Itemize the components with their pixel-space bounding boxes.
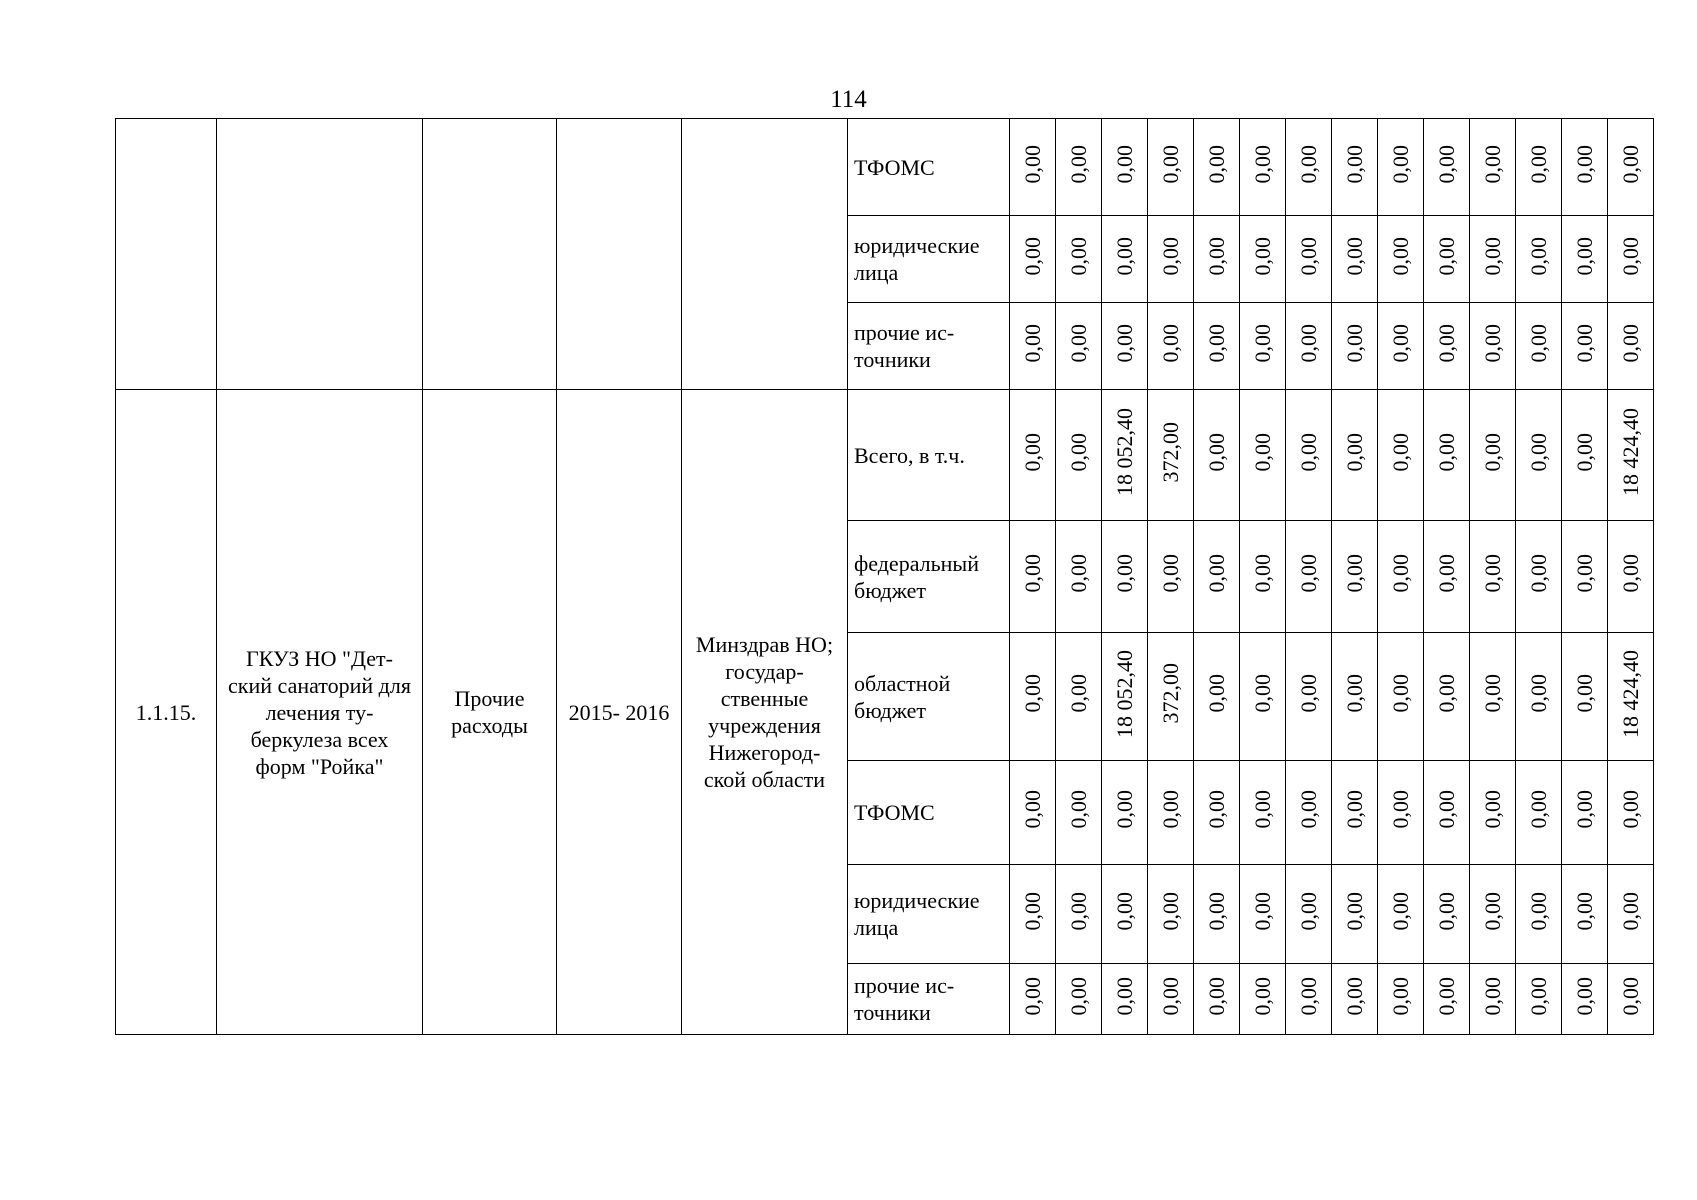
amount-cell xyxy=(1102,633,1148,761)
amount-cell xyxy=(1194,303,1240,390)
amount-cell xyxy=(1010,390,1056,521)
amount-cell-text: 0,00 xyxy=(1157,323,1183,363)
amount-cell-text: 0,00 xyxy=(1617,144,1643,184)
amount-cell-text: 0,00 xyxy=(1203,976,1229,1016)
page-number: 114 xyxy=(830,86,867,113)
executor-cell-text: Минздрав НО; государ- ственные учреждения Нижегород- ской области xyxy=(695,632,834,792)
amount-cell xyxy=(1240,521,1286,633)
amount-cell-text: 0,00 xyxy=(1249,976,1275,1016)
amount-cell xyxy=(1424,964,1470,1035)
amount-cell-text: 0,00 xyxy=(1387,323,1413,363)
amount-cell-text: 0,00 xyxy=(1249,674,1275,713)
amount-cell xyxy=(1562,303,1608,390)
funding-source-cell xyxy=(848,521,1010,633)
amount-cell xyxy=(1516,390,1562,521)
amount-cell xyxy=(1378,964,1424,1035)
amount-cell xyxy=(1562,633,1608,761)
amount-cell-text: 0,00 xyxy=(1571,236,1597,276)
amount-cell xyxy=(1056,521,1102,633)
amount-cell-text: 0,00 xyxy=(1433,674,1459,713)
amount-cell-text: 0,00 xyxy=(1525,891,1551,931)
amount-cell-text: 0,00 xyxy=(1295,891,1321,931)
amount-cell xyxy=(1516,964,1562,1035)
amount-cell xyxy=(1378,521,1424,633)
amount-cell-text: 0,00 xyxy=(1525,236,1551,276)
amount-cell xyxy=(1378,865,1424,964)
name-cell xyxy=(217,119,423,390)
amount-cell xyxy=(1102,119,1148,216)
amount-cell-text: 0,00 xyxy=(1203,144,1229,184)
amount-cell-text: 0,00 xyxy=(1341,674,1367,713)
amount-cell xyxy=(1424,303,1470,390)
amount-cell xyxy=(1470,964,1516,1035)
executor-cell xyxy=(682,390,848,1035)
amount-cell-text: 0,00 xyxy=(1571,790,1597,829)
amount-cell-text: 0,00 xyxy=(1387,144,1413,184)
amount-cell xyxy=(1516,761,1562,865)
amount-cell-text: 0,00 xyxy=(1295,144,1321,184)
amount-cell-text: 0,00 xyxy=(1019,432,1045,472)
amount-cell xyxy=(1608,964,1654,1035)
funding-source-cell-text: федеральный бюджет xyxy=(854,550,979,603)
item-number-cell-text: 1.1.15. xyxy=(135,699,197,725)
amount-cell xyxy=(1424,216,1470,303)
amount-cell-text: 0,00 xyxy=(1617,554,1643,593)
amount-cell xyxy=(1470,633,1516,761)
amount-cell xyxy=(1470,521,1516,633)
amount-cell xyxy=(1608,761,1654,865)
amount-cell-text: 0,00 xyxy=(1249,323,1275,363)
amount-cell-text: 0,00 xyxy=(1525,790,1551,829)
amount-cell xyxy=(1608,390,1654,521)
amount-cell-text: 0,00 xyxy=(1111,144,1137,184)
amount-cell xyxy=(1102,390,1148,521)
amount-cell-text: 0,00 xyxy=(1249,432,1275,472)
funding-source-cell-text: ТФОМС xyxy=(854,154,935,180)
amount-cell xyxy=(1102,964,1148,1035)
amount-cell-text: 0,00 xyxy=(1203,790,1229,829)
amount-cell-text: 0,00 xyxy=(1019,144,1045,184)
amount-cell-text: 0,00 xyxy=(1341,236,1367,276)
amount-cell-text: 0,00 xyxy=(1295,236,1321,276)
amount-cell-text: 0,00 xyxy=(1525,976,1551,1016)
amount-cell xyxy=(1608,521,1654,633)
amount-cell-text: 0,00 xyxy=(1295,976,1321,1016)
amount-cell xyxy=(1148,119,1194,216)
amount-cell xyxy=(1240,964,1286,1035)
amount-cell xyxy=(1424,865,1470,964)
amount-cell xyxy=(1562,761,1608,865)
amount-cell xyxy=(1056,119,1102,216)
amount-cell xyxy=(1056,216,1102,303)
amount-cell xyxy=(1562,216,1608,303)
amount-cell xyxy=(1470,865,1516,964)
item-number-cell xyxy=(116,390,217,1035)
amount-cell xyxy=(1286,964,1332,1035)
amount-cell-text: 0,00 xyxy=(1433,144,1459,184)
amount-cell-text: 0,00 xyxy=(1387,236,1413,276)
amount-cell-text: 0,00 xyxy=(1341,976,1367,1016)
amount-cell xyxy=(1056,964,1102,1035)
amount-cell xyxy=(1010,303,1056,390)
budget-table xyxy=(115,118,1654,1035)
amount-cell-text: 0,00 xyxy=(1249,554,1275,593)
amount-cell xyxy=(1332,964,1378,1035)
amount-cell-text: 0,00 xyxy=(1111,554,1137,593)
amount-cell-text: 0,00 xyxy=(1203,236,1229,276)
amount-cell-text: 0,00 xyxy=(1433,236,1459,276)
amount-cell xyxy=(1424,761,1470,865)
amount-cell-text: 0,00 xyxy=(1387,976,1413,1016)
amount-cell-text: 0,00 xyxy=(1387,674,1413,713)
amount-cell xyxy=(1516,633,1562,761)
amount-cell xyxy=(1562,964,1608,1035)
amount-cell-text: 0,00 xyxy=(1019,236,1045,276)
funding-source-cell xyxy=(848,964,1010,1035)
amount-cell xyxy=(1240,119,1286,216)
amount-cell-text: 0,00 xyxy=(1157,790,1183,829)
amount-cell-text: 0,00 xyxy=(1571,432,1597,472)
amount-cell-text: 372,00 xyxy=(1157,663,1183,724)
amount-cell xyxy=(1470,390,1516,521)
amount-cell xyxy=(1332,865,1378,964)
amount-cell-text: 0,00 xyxy=(1433,891,1459,931)
amount-cell-text: 0,00 xyxy=(1433,323,1459,363)
amount-cell-text: 0,00 xyxy=(1433,554,1459,593)
amount-cell-text: 0,00 xyxy=(1617,976,1643,1016)
amount-cell-text: 0,00 xyxy=(1249,144,1275,184)
funding-source-cell xyxy=(848,119,1010,216)
number-cell xyxy=(116,119,217,390)
amount-cell xyxy=(1608,303,1654,390)
amount-cell-text: 0,00 xyxy=(1203,323,1229,363)
amount-cell-text: 0,00 xyxy=(1387,790,1413,829)
amount-cell-text: 0,00 xyxy=(1341,323,1367,363)
amount-cell-text: 0,00 xyxy=(1479,554,1505,593)
amount-cell-text: 0,00 xyxy=(1433,790,1459,829)
amount-cell-text: 0,00 xyxy=(1479,323,1505,363)
amount-cell-text: 0,00 xyxy=(1157,144,1183,184)
amount-cell xyxy=(1562,390,1608,521)
period-cell-text: 2015- 2016 xyxy=(568,699,670,725)
funding-source-cell xyxy=(848,390,1010,521)
amount-cell-text: 0,00 xyxy=(1203,891,1229,931)
amount-cell-text: 0,00 xyxy=(1341,144,1367,184)
amount-cell xyxy=(1286,521,1332,633)
amount-cell-text: 0,00 xyxy=(1387,554,1413,593)
amount-cell-text: 0,00 xyxy=(1479,790,1505,829)
amount-cell-text: 0,00 xyxy=(1571,891,1597,931)
amount-cell xyxy=(1194,390,1240,521)
amount-cell-text: 0,00 xyxy=(1571,323,1597,363)
funding-source-cell xyxy=(848,633,1010,761)
amount-cell xyxy=(1424,119,1470,216)
amount-cell-text: 0,00 xyxy=(1249,891,1275,931)
amount-cell xyxy=(1378,303,1424,390)
amount-cell-text: 0,00 xyxy=(1295,323,1321,363)
amount-cell xyxy=(1516,119,1562,216)
amount-cell xyxy=(1378,761,1424,865)
amount-cell xyxy=(1608,633,1654,761)
amount-cell-text: 0,00 xyxy=(1065,674,1091,713)
amount-cell-text: 0,00 xyxy=(1617,891,1643,931)
amount-cell xyxy=(1516,865,1562,964)
expense-type-cell-text: Прочие расходы xyxy=(451,686,528,738)
amount-cell xyxy=(1240,761,1286,865)
amount-cell xyxy=(1240,865,1286,964)
amount-cell-text: 0,00 xyxy=(1157,976,1183,1016)
funding-source-cell-text: Всего, в т.ч. xyxy=(854,442,965,468)
amount-cell xyxy=(1194,521,1240,633)
amount-cell xyxy=(1286,761,1332,865)
amount-cell xyxy=(1010,119,1056,216)
amount-cell xyxy=(1148,865,1194,964)
amount-cell xyxy=(1102,761,1148,865)
item-name-cell xyxy=(217,390,423,1035)
amount-cell-text: 0,00 xyxy=(1249,236,1275,276)
funding-source-cell xyxy=(848,303,1010,390)
amount-cell-text: 0,00 xyxy=(1295,554,1321,593)
amount-cell-text: 0,00 xyxy=(1617,323,1643,363)
amount-cell xyxy=(1194,119,1240,216)
amount-cell xyxy=(1010,865,1056,964)
amount-cell xyxy=(1010,964,1056,1035)
amount-cell xyxy=(1378,216,1424,303)
amount-cell xyxy=(1240,633,1286,761)
amount-cell-text: 0,00 xyxy=(1065,236,1091,276)
amount-cell-text: 0,00 xyxy=(1479,432,1505,472)
amount-cell xyxy=(1056,633,1102,761)
funding-source-cell xyxy=(848,216,1010,303)
amount-cell xyxy=(1516,303,1562,390)
amount-cell-text: 0,00 xyxy=(1065,432,1091,472)
funding-source-cell-text: юридические лица xyxy=(854,888,980,940)
period-cell xyxy=(557,119,682,390)
amount-cell xyxy=(1562,865,1608,964)
amount-cell-text: 0,00 xyxy=(1249,790,1275,829)
amount-cell xyxy=(1332,216,1378,303)
amount-cell xyxy=(1240,390,1286,521)
amount-cell xyxy=(1240,303,1286,390)
amount-cell-text: 0,00 xyxy=(1479,976,1505,1016)
amount-cell xyxy=(1286,865,1332,964)
amount-cell-text: 0,00 xyxy=(1387,891,1413,931)
amount-cell xyxy=(1102,865,1148,964)
amount-cell xyxy=(1286,390,1332,521)
amount-cell xyxy=(1332,521,1378,633)
amount-cell-text: 0,00 xyxy=(1525,323,1551,363)
amount-cell-text: 0,00 xyxy=(1019,323,1045,363)
amount-cell xyxy=(1608,119,1654,216)
amount-cell-text: 0,00 xyxy=(1203,554,1229,593)
amount-cell-text: 0,00 xyxy=(1525,144,1551,184)
amount-cell-text: 0,00 xyxy=(1065,976,1091,1016)
amount-cell-text: 0,00 xyxy=(1525,674,1551,713)
amount-cell xyxy=(1194,761,1240,865)
amount-cell-text: 0,00 xyxy=(1019,790,1045,829)
amount-cell-text: 0,00 xyxy=(1111,323,1137,363)
amount-cell xyxy=(1562,521,1608,633)
table-row xyxy=(116,390,1654,521)
amount-cell-text: 372,00 xyxy=(1157,421,1183,483)
table-row xyxy=(116,119,1654,216)
amount-cell xyxy=(1332,119,1378,216)
amount-cell xyxy=(1194,216,1240,303)
amount-cell xyxy=(1056,390,1102,521)
amount-cell-text: 0,00 xyxy=(1203,674,1229,713)
amount-cell-text: 0,00 xyxy=(1065,790,1091,829)
amount-cell-text: 0,00 xyxy=(1433,976,1459,1016)
amount-cell-text: 0,00 xyxy=(1019,891,1045,931)
amount-cell-text: 0,00 xyxy=(1157,891,1183,931)
amount-cell-text: 0,00 xyxy=(1433,432,1459,472)
amount-cell-text: 0,00 xyxy=(1203,432,1229,472)
funding-source-cell-text: областной бюджет xyxy=(854,670,951,723)
amount-cell-text: 0,00 xyxy=(1341,432,1367,472)
amount-cell xyxy=(1424,390,1470,521)
amount-cell xyxy=(1010,216,1056,303)
amount-cell-text: 0,00 xyxy=(1341,554,1367,593)
amount-cell xyxy=(1608,216,1654,303)
amount-cell xyxy=(1424,521,1470,633)
amount-cell xyxy=(1332,761,1378,865)
amount-cell-text: 0,00 xyxy=(1157,236,1183,276)
amount-cell-text: 18 424,40 xyxy=(1617,408,1643,496)
amount-cell xyxy=(1148,216,1194,303)
amount-cell-text: 0,00 xyxy=(1111,790,1137,829)
amount-cell-text: 0,00 xyxy=(1571,674,1597,713)
item-name-cell-text: ГКУЗ НО "Дет- ский санаторий для лечения ту- беркулеза всех форм "Ройка" xyxy=(228,645,411,779)
amount-cell xyxy=(1562,119,1608,216)
amount-cell xyxy=(1010,761,1056,865)
amount-cell xyxy=(1286,119,1332,216)
amount-cell-text: 0,00 xyxy=(1295,432,1321,472)
amount-cell-text: 0,00 xyxy=(1571,144,1597,184)
amount-cell-text: 18 424,40 xyxy=(1617,649,1643,738)
amount-cell-text: 0,00 xyxy=(1571,554,1597,593)
amount-cell xyxy=(1194,633,1240,761)
amount-cell xyxy=(1102,303,1148,390)
amount-cell xyxy=(1608,865,1654,964)
amount-cell xyxy=(1286,216,1332,303)
amount-cell-text: 0,00 xyxy=(1571,976,1597,1016)
amount-cell xyxy=(1286,633,1332,761)
amount-cell-text: 0,00 xyxy=(1019,554,1045,593)
funding-source-cell-text: прочие ис- точники xyxy=(854,973,955,1025)
amount-cell xyxy=(1516,521,1562,633)
amount-cell xyxy=(1332,303,1378,390)
expense-type-cell xyxy=(423,390,557,1035)
amount-cell-text: 0,00 xyxy=(1111,236,1137,276)
amount-cell xyxy=(1516,216,1562,303)
amount-cell-text: 0,00 xyxy=(1019,674,1045,713)
amount-cell xyxy=(1332,390,1378,521)
amount-cell xyxy=(1470,303,1516,390)
amount-cell-text: 0,00 xyxy=(1065,554,1091,593)
amount-cell xyxy=(1286,303,1332,390)
amount-cell xyxy=(1240,216,1286,303)
executor-cell xyxy=(682,119,848,390)
amount-cell-text: 0,00 xyxy=(1479,674,1505,713)
funding-source-cell xyxy=(848,865,1010,964)
amount-cell-text: 0,00 xyxy=(1479,144,1505,184)
amount-cell-text: 0,00 xyxy=(1065,891,1091,931)
amount-cell xyxy=(1010,633,1056,761)
amount-cell-text: 0,00 xyxy=(1111,891,1137,931)
amount-cell-text: 0,00 xyxy=(1019,976,1045,1016)
amount-cell xyxy=(1194,865,1240,964)
funding-source-cell-text: ТФОМС xyxy=(854,800,935,825)
amount-cell xyxy=(1148,964,1194,1035)
amount-cell xyxy=(1102,216,1148,303)
amount-cell-text: 0,00 xyxy=(1341,891,1367,931)
funding-source-cell-text: юридические лица xyxy=(854,233,980,285)
amount-cell-text: 18 052,40 xyxy=(1111,649,1137,738)
amount-cell xyxy=(1378,119,1424,216)
amount-cell xyxy=(1470,761,1516,865)
amount-cell-text: 0,00 xyxy=(1065,323,1091,363)
amount-cell-text: 0,00 xyxy=(1479,891,1505,931)
amount-cell-text: 0,00 xyxy=(1617,236,1643,276)
amount-cell xyxy=(1148,761,1194,865)
amount-cell xyxy=(1102,521,1148,633)
funding-source-cell xyxy=(848,761,1010,865)
amount-cell xyxy=(1148,521,1194,633)
amount-cell-text: 0,00 xyxy=(1525,554,1551,593)
amount-cell xyxy=(1194,964,1240,1035)
amount-cell-text: 0,00 xyxy=(1295,790,1321,829)
amount-cell-text: 0,00 xyxy=(1341,790,1367,829)
amount-cell xyxy=(1148,303,1194,390)
amount-cell xyxy=(1056,303,1102,390)
funding-source-cell-text: прочие ис- точники xyxy=(854,320,955,372)
amount-cell xyxy=(1378,633,1424,761)
amount-cell xyxy=(1010,521,1056,633)
amount-cell-text: 0,00 xyxy=(1617,790,1643,829)
amount-cell-text: 0,00 xyxy=(1295,674,1321,713)
amount-cell xyxy=(1424,633,1470,761)
amount-cell xyxy=(1056,761,1102,865)
amount-cell xyxy=(1148,390,1194,521)
amount-cell-text: 18 052,40 xyxy=(1111,408,1137,496)
amount-cell-text: 0,00 xyxy=(1525,432,1551,472)
amount-cell xyxy=(1148,633,1194,761)
expense-type-cell xyxy=(423,119,557,390)
amount-cell-text: 0,00 xyxy=(1387,432,1413,472)
amount-cell xyxy=(1056,865,1102,964)
amount-cell xyxy=(1378,390,1424,521)
amount-cell-text: 0,00 xyxy=(1065,144,1091,184)
amount-cell-text: 0,00 xyxy=(1111,976,1137,1016)
amount-cell xyxy=(1332,633,1378,761)
amount-cell-text: 0,00 xyxy=(1479,236,1505,276)
amount-cell-text: 0,00 xyxy=(1157,554,1183,593)
period-cell xyxy=(557,390,682,1035)
amount-cell xyxy=(1470,216,1516,303)
amount-cell xyxy=(1470,119,1516,216)
